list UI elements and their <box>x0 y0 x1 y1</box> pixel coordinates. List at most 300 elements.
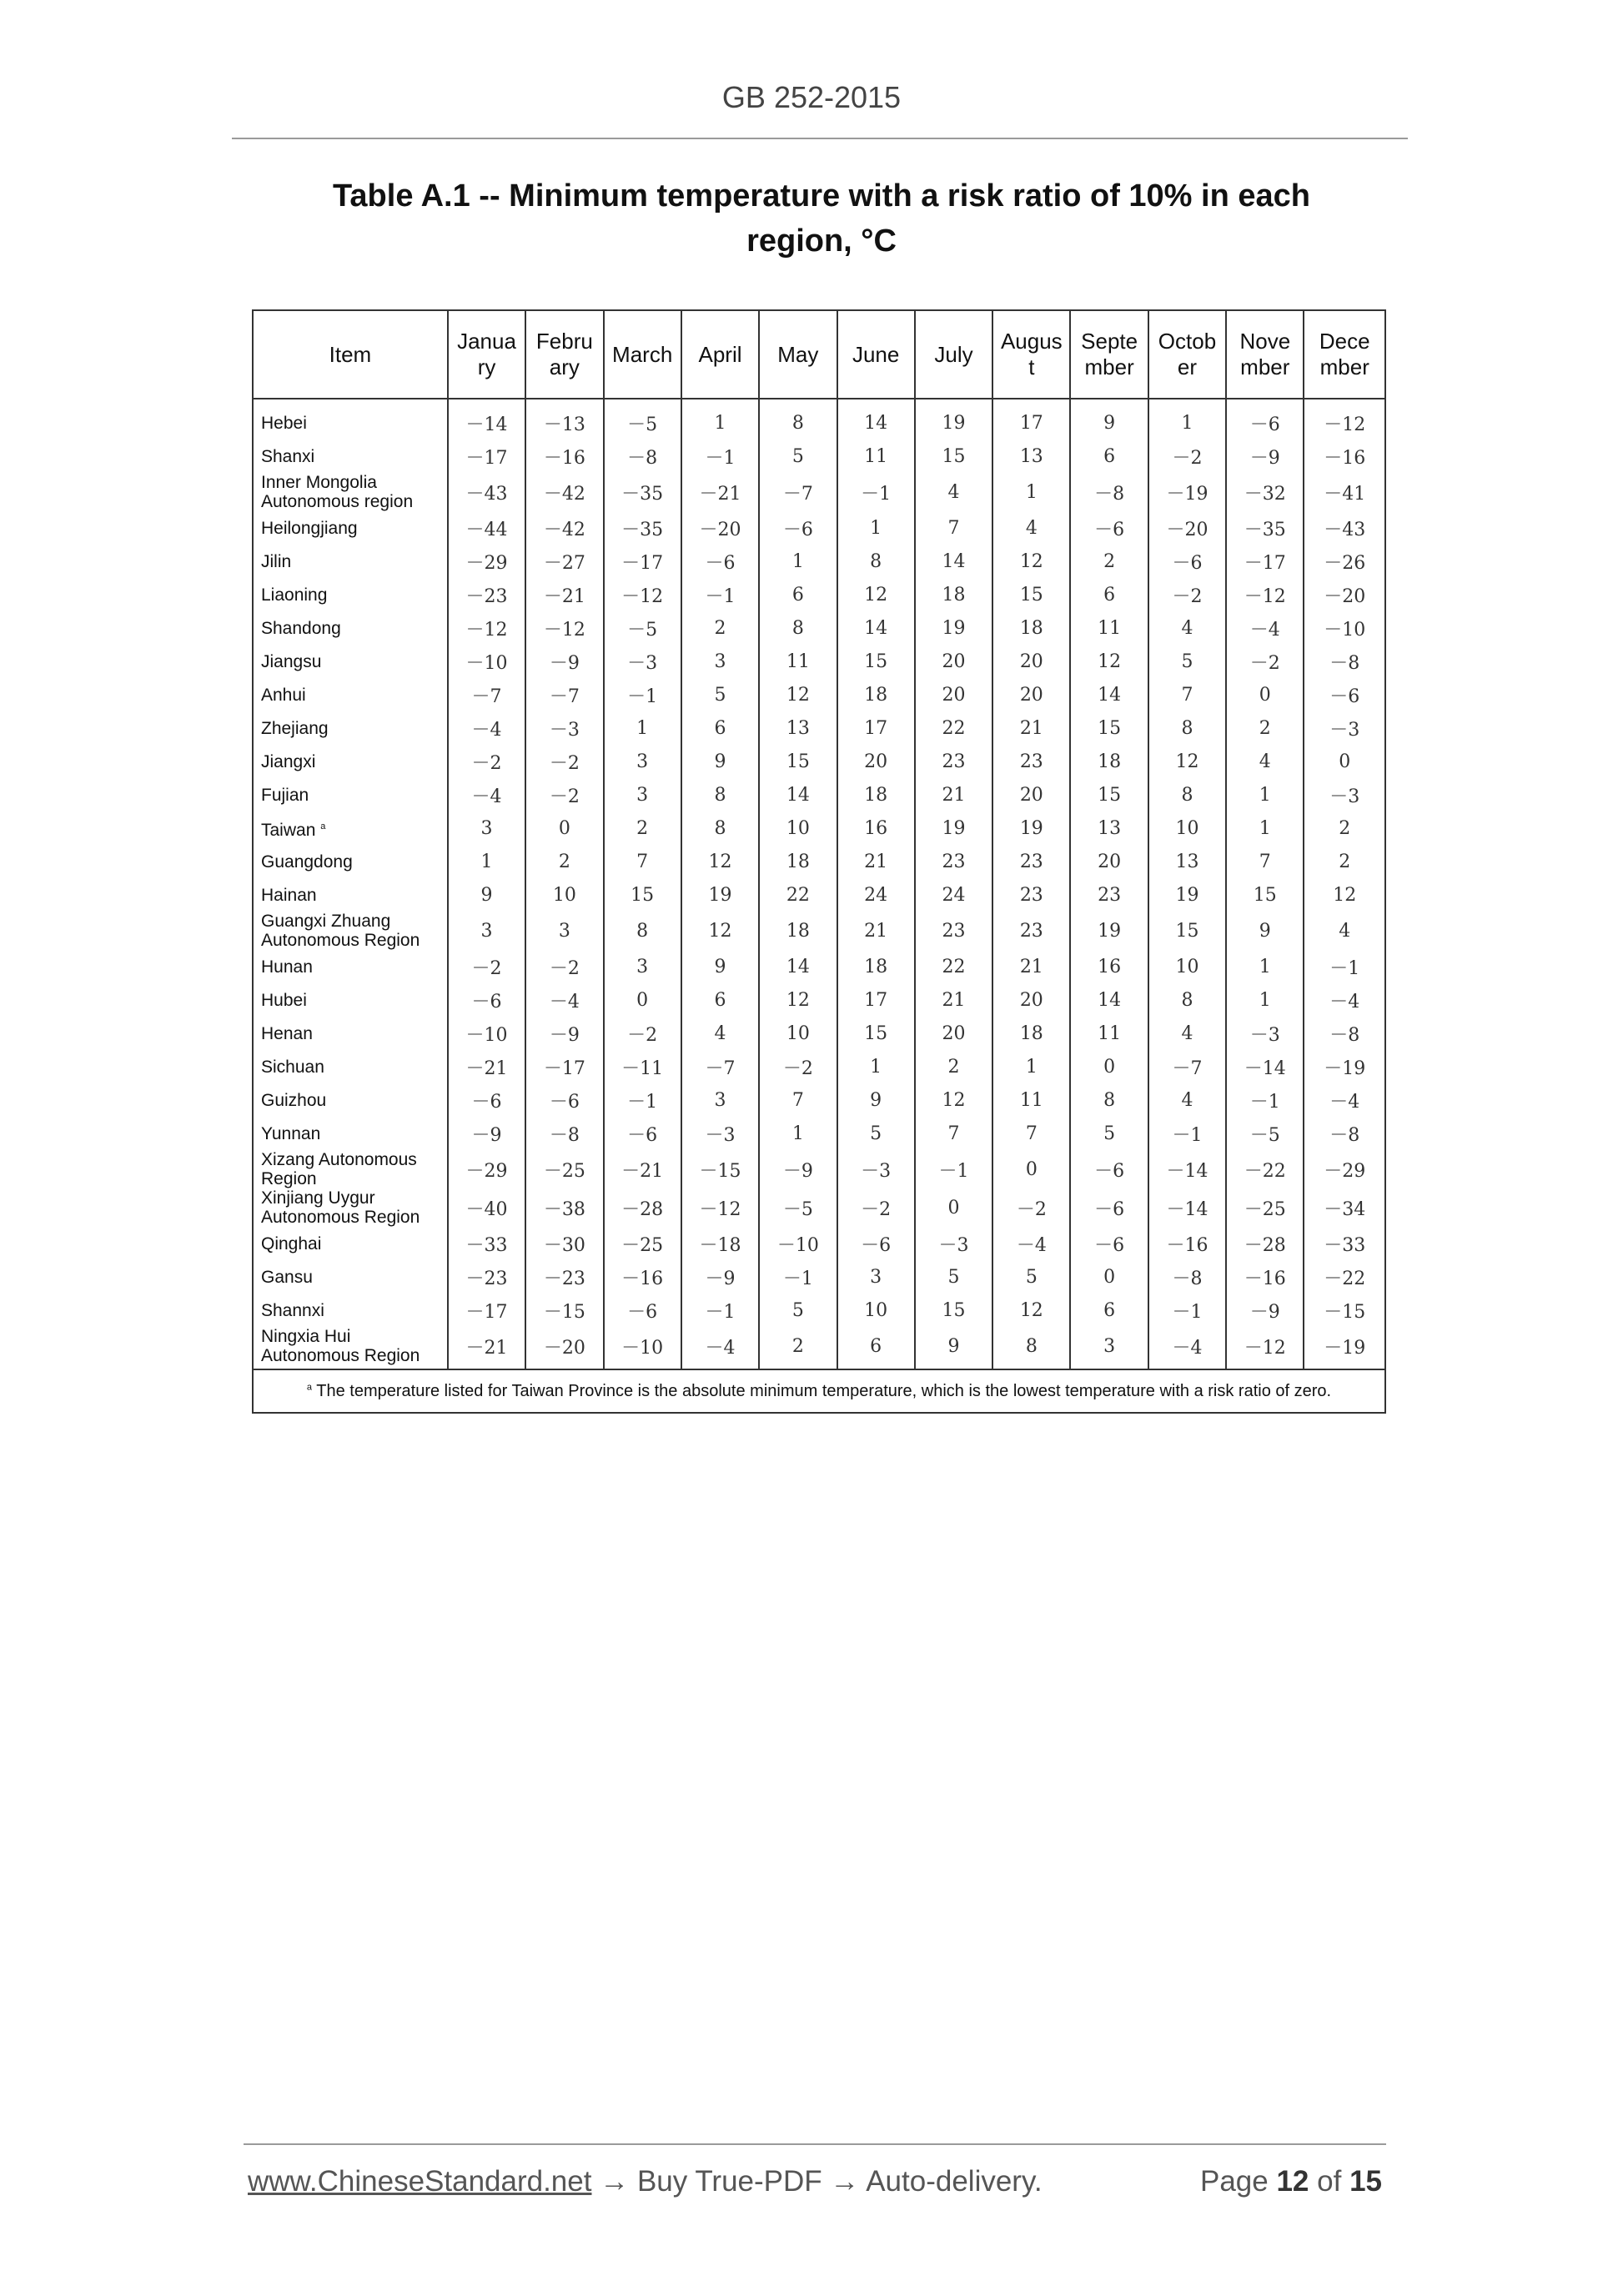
temperature-cell: －18 <box>681 1227 759 1260</box>
temperature-cell: 19 <box>1148 878 1226 912</box>
temperature-cell: 3 <box>604 778 681 811</box>
temperature-cell: 21 <box>915 778 992 811</box>
temperature-cell: 21 <box>915 983 992 1017</box>
temperature-cell: －43 <box>448 473 525 511</box>
region-name: Sichuan <box>261 1057 324 1077</box>
temperature-cell: －7 <box>448 678 525 711</box>
table-title <box>234 173 1409 264</box>
temperature-cell: 10 <box>837 1294 915 1327</box>
table-row <box>253 811 1385 845</box>
region-name: Hebei <box>261 413 307 433</box>
temperature-cell: 19 <box>915 811 992 845</box>
temperature-cell: －1 <box>915 1150 992 1188</box>
temperature-cell: －14 <box>1148 1150 1226 1188</box>
temperature-cell: 23 <box>992 845 1070 878</box>
temperature-cell: 19 <box>915 399 992 440</box>
temperature-cell: －1 <box>1226 1083 1304 1117</box>
temperature-cell: －9 <box>448 1117 525 1150</box>
temperature-cell: 13 <box>759 711 837 745</box>
temperature-cell: －1 <box>681 1294 759 1327</box>
region-name: Fujian <box>261 785 309 805</box>
temperature-cell: －21 <box>448 1327 525 1369</box>
temperature-cell: －10 <box>448 645 525 678</box>
temperature-cell: －32 <box>1226 473 1304 511</box>
temperature-cell: 23 <box>992 878 1070 912</box>
region-cell <box>253 1294 448 1327</box>
temperature-cell: －42 <box>525 473 603 511</box>
temperature-cell: －30 <box>525 1227 603 1260</box>
temperature-cell: 1 <box>604 711 681 745</box>
website-link[interactable]: www.ChineseStandard.net <box>248 2165 592 2198</box>
temperature-cell: －2 <box>604 1017 681 1050</box>
temperature-cell: －29 <box>1304 1150 1385 1188</box>
region-name: Liaoning <box>261 585 328 605</box>
temperature-table-container <box>252 309 1386 1414</box>
of-label: of <box>1317 2165 1342 2198</box>
table-row <box>253 983 1385 1017</box>
temperature-cell: －7 <box>759 473 837 511</box>
footnote-cell <box>253 1369 1385 1413</box>
region-name: Taiwan <box>261 820 316 840</box>
temperature-cell: －1 <box>837 473 915 511</box>
temperature-cell: －2 <box>525 950 603 983</box>
temperature-cell: －16 <box>604 1260 681 1294</box>
temperature-cell: 10 <box>525 878 603 912</box>
temperature-cell: 18 <box>837 950 915 983</box>
temperature-cell: －40 <box>448 1188 525 1227</box>
temperature-cell: 7 <box>1226 845 1304 878</box>
temperature-cell: －15 <box>525 1294 603 1327</box>
temperature-cell: －7 <box>525 678 603 711</box>
temperature-cell: －44 <box>448 511 525 545</box>
temperature-cell: －6 <box>604 1294 681 1327</box>
temperature-cell: －1 <box>604 1083 681 1117</box>
temperature-cell: 0 <box>1304 745 1385 778</box>
temperature-cell: 17 <box>837 983 915 1017</box>
temperature-cell: 3 <box>681 645 759 678</box>
temperature-cell: －35 <box>604 511 681 545</box>
current-page: 12 <box>1276 2165 1309 2198</box>
temperature-cell: －2 <box>1226 645 1304 678</box>
temperature-cell: 16 <box>837 811 915 845</box>
temperature-cell: 13 <box>992 440 1070 473</box>
table-row <box>253 611 1385 645</box>
temperature-cell: 23 <box>915 845 992 878</box>
temperature-cell: 23 <box>1070 878 1148 912</box>
region-name: Xizang Autonomous Region <box>261 1150 417 1188</box>
temperature-cell: 8 <box>681 811 759 845</box>
temperature-cell: －25 <box>1226 1188 1304 1227</box>
temperature-cell: －9 <box>681 1260 759 1294</box>
temperature-cell: －9 <box>1226 1294 1304 1327</box>
temperature-cell: －16 <box>1148 1227 1226 1260</box>
temperature-cell: －17 <box>448 1294 525 1327</box>
temperature-cell: －17 <box>604 545 681 578</box>
region-cell <box>253 399 448 440</box>
temperature-cell: －16 <box>525 440 603 473</box>
temperature-cell: 7 <box>604 845 681 878</box>
temperature-cell: －3 <box>1304 778 1385 811</box>
table-row <box>253 1327 1385 1369</box>
temperature-cell: －13 <box>525 399 603 440</box>
temperature-cell: 6 <box>1070 1294 1148 1327</box>
temperature-cell: －28 <box>604 1188 681 1227</box>
temperature-cell: 14 <box>837 399 915 440</box>
temperature-cell: 6 <box>681 711 759 745</box>
region-name: Heilongjiang <box>261 518 358 538</box>
temperature-cell: －1 <box>604 678 681 711</box>
temperature-cell: 20 <box>915 645 992 678</box>
temperature-cell: 19 <box>915 611 992 645</box>
table-row <box>253 950 1385 983</box>
table-row <box>253 1227 1385 1260</box>
temperature-cell: 20 <box>992 983 1070 1017</box>
region-name: Hubei <box>261 990 307 1010</box>
temperature-cell: －26 <box>1304 545 1385 578</box>
temperature-cell: 3 <box>604 745 681 778</box>
column-header-month: July <box>915 310 992 399</box>
temperature-cell: 10 <box>759 811 837 845</box>
region-name: Gansu <box>261 1267 313 1287</box>
temperature-cell: 21 <box>992 711 1070 745</box>
temperature-cell: 15 <box>992 578 1070 611</box>
footnote-mark: a <box>320 821 326 831</box>
temperature-cell: －9 <box>759 1150 837 1188</box>
temperature-cell: －12 <box>1304 399 1385 440</box>
temperature-cell: 3 <box>604 950 681 983</box>
temperature-cell: 1 <box>759 545 837 578</box>
temperature-cell: －3 <box>525 711 603 745</box>
temperature-cell: －20 <box>681 511 759 545</box>
temperature-cell: 5 <box>759 1294 837 1327</box>
page-indicator <box>1200 2165 1382 2198</box>
temperature-cell: 20 <box>992 778 1070 811</box>
temperature-cell: 4 <box>681 1017 759 1050</box>
temperature-cell: 0 <box>992 1150 1070 1188</box>
temperature-cell: －19 <box>1304 1050 1385 1083</box>
region-cell <box>253 745 448 778</box>
temperature-cell: 0 <box>1226 678 1304 711</box>
table-row <box>253 1083 1385 1117</box>
temperature-cell: 14 <box>915 545 992 578</box>
region-cell <box>253 983 448 1017</box>
region-name: Hunan <box>261 957 313 977</box>
temperature-cell: 8 <box>681 778 759 811</box>
column-header-month: May <box>759 310 837 399</box>
temperature-cell: 15 <box>915 440 992 473</box>
temperature-cell: 5 <box>759 440 837 473</box>
temperature-cell: 6 <box>1070 578 1148 611</box>
temperature-cell: 2 <box>525 845 603 878</box>
region-name: Yunnan <box>261 1123 321 1143</box>
temperature-cell: 2 <box>604 811 681 845</box>
temperature-cell: －23 <box>448 578 525 611</box>
temperature-cell: －12 <box>604 578 681 611</box>
temperature-cell: 4 <box>1148 611 1226 645</box>
temperature-cell: －4 <box>448 711 525 745</box>
temperature-cell: －4 <box>525 983 603 1017</box>
temperature-cell: 5 <box>992 1260 1070 1294</box>
column-header-month: Augus t <box>992 310 1070 399</box>
temperature-cell: 20 <box>992 645 1070 678</box>
temperature-cell: －10 <box>604 1327 681 1369</box>
temperature-cell: 12 <box>759 983 837 1017</box>
region-name: Guizhou <box>261 1090 327 1110</box>
region-name: Anhui <box>261 685 306 705</box>
temperature-cell: －6 <box>1070 1227 1148 1260</box>
temperature-cell: 18 <box>837 778 915 811</box>
column-header-month: Octob er <box>1148 310 1226 399</box>
table-row <box>253 1050 1385 1083</box>
temperature-cell: 2 <box>759 1327 837 1369</box>
temperature-cell: 3 <box>681 1083 759 1117</box>
temperature-cell: 1 <box>1226 811 1304 845</box>
temperature-cell: 10 <box>759 1017 837 1050</box>
table-row <box>253 511 1385 545</box>
temperature-cell: －8 <box>1304 645 1385 678</box>
temperature-cell: 0 <box>604 983 681 1017</box>
region-name: Qinghai <box>261 1233 322 1254</box>
temperature-cell: 6 <box>837 1327 915 1369</box>
temperature-cell: 15 <box>759 745 837 778</box>
temperature-cell: －28 <box>1226 1227 1304 1260</box>
temperature-cell: 1 <box>1226 983 1304 1017</box>
temperature-cell: －14 <box>448 399 525 440</box>
temperature-cell: 0 <box>1070 1050 1148 1083</box>
temperature-cell: －7 <box>1148 1050 1226 1083</box>
temperature-cell: －20 <box>1304 578 1385 611</box>
temperature-cell: 11 <box>759 645 837 678</box>
temperature-cell: －6 <box>1070 511 1148 545</box>
temperature-cell: －12 <box>1226 578 1304 611</box>
temperature-cell: －35 <box>1226 511 1304 545</box>
temperature-cell: 0 <box>525 811 603 845</box>
region-cell <box>253 950 448 983</box>
temperature-cell: －5 <box>1226 1117 1304 1150</box>
temperature-cell: －3 <box>915 1227 992 1260</box>
temperature-cell: 7 <box>915 511 992 545</box>
table-row <box>253 645 1385 678</box>
temperature-cell: 9 <box>915 1327 992 1369</box>
temperature-cell: 21 <box>837 912 915 950</box>
temperature-cell: 20 <box>915 678 992 711</box>
table-row <box>253 1188 1385 1227</box>
temperature-cell: 3 <box>525 912 603 950</box>
temperature-cell: －43 <box>1304 511 1385 545</box>
table-row <box>253 1294 1385 1327</box>
region-cell <box>253 611 448 645</box>
temperature-cell: 23 <box>992 745 1070 778</box>
temperature-cell: 5 <box>915 1260 992 1294</box>
region-cell <box>253 845 448 878</box>
column-header-month: March <box>604 310 681 399</box>
temperature-cell: 8 <box>604 912 681 950</box>
temperature-cell: 21 <box>992 950 1070 983</box>
temperature-cell: －33 <box>448 1227 525 1260</box>
temperature-cell: －2 <box>837 1188 915 1227</box>
table-row <box>253 399 1385 440</box>
table-row <box>253 778 1385 811</box>
temperature-cell: －9 <box>525 1017 603 1050</box>
temperature-cell: －4 <box>1304 1083 1385 1117</box>
temperature-cell: －12 <box>1226 1327 1304 1369</box>
temperature-cell: －6 <box>525 1083 603 1117</box>
temperature-cell: 9 <box>681 745 759 778</box>
temperature-cell: －4 <box>1304 983 1385 1017</box>
temperature-cell: －25 <box>604 1227 681 1260</box>
region-cell <box>253 678 448 711</box>
temperature-cell: 4 <box>915 473 992 511</box>
temperature-cell: 7 <box>915 1117 992 1150</box>
temperature-cell: －17 <box>1226 545 1304 578</box>
temperature-cell: 15 <box>915 1294 992 1327</box>
temperature-cell: 12 <box>681 845 759 878</box>
temperature-cell: 9 <box>448 878 525 912</box>
temperature-cell: 16 <box>1070 950 1148 983</box>
temperature-cell: 8 <box>992 1327 1070 1369</box>
temperature-cell: －2 <box>448 950 525 983</box>
temperature-cell: －6 <box>1226 399 1304 440</box>
temperature-cell: －5 <box>759 1188 837 1227</box>
temperature-cell: 2 <box>1226 711 1304 745</box>
temperature-cell: 5 <box>1070 1117 1148 1150</box>
temperature-cell: 17 <box>992 399 1070 440</box>
temperature-cell: 4 <box>1148 1017 1226 1050</box>
document-id: GB 252-2015 <box>721 80 902 114</box>
temperature-cell: －21 <box>681 473 759 511</box>
temperature-cell: 11 <box>1070 611 1148 645</box>
temperature-cell: －11 <box>604 1050 681 1083</box>
region-cell <box>253 511 448 545</box>
table-row <box>253 845 1385 878</box>
region-name: Xinjiang Uygur Autonomous Region <box>261 1188 420 1227</box>
temperature-cell: 3 <box>448 912 525 950</box>
table-row <box>253 1017 1385 1050</box>
temperature-cell: －7 <box>681 1050 759 1083</box>
temperature-cell: 14 <box>759 778 837 811</box>
temperature-cell: 1 <box>759 1117 837 1150</box>
temperature-cell: －22 <box>1304 1260 1385 1294</box>
temperature-cell: －19 <box>1304 1327 1385 1369</box>
temperature-cell: 14 <box>1070 983 1148 1017</box>
temperature-cell: －6 <box>1148 545 1226 578</box>
temperature-cell: －12 <box>448 611 525 645</box>
temperature-cell: 12 <box>992 1294 1070 1327</box>
region-cell <box>253 912 448 950</box>
region-name: Ningxia Hui Autonomous Region <box>261 1327 420 1365</box>
region-name: Shandong <box>261 618 341 638</box>
temperature-cell: 1 <box>1148 399 1226 440</box>
temperature-cell: 2 <box>681 611 759 645</box>
region-name: Jilin <box>261 551 292 571</box>
temperature-cell: －33 <box>1304 1227 1385 1260</box>
temperature-cell: －2 <box>759 1050 837 1083</box>
temperature-cell: 20 <box>915 1017 992 1050</box>
temperature-cell: －3 <box>1304 711 1385 745</box>
region-name: Zhejiang <box>261 718 329 738</box>
temperature-cell: 18 <box>837 678 915 711</box>
region-name: Hainan <box>261 885 317 905</box>
region-cell <box>253 1017 448 1050</box>
temperature-cell: 5 <box>681 678 759 711</box>
temperature-cell: －5 <box>604 611 681 645</box>
temperature-cell: 1 <box>837 511 915 545</box>
region-cell <box>253 578 448 611</box>
footnote-mark: a <box>306 1381 313 1392</box>
temperature-cell: 12 <box>915 1083 992 1117</box>
region-cell <box>253 1227 448 1260</box>
region-name: Shannxi <box>261 1300 324 1320</box>
temperature-cell: 4 <box>1148 1083 1226 1117</box>
temperature-cell: 3 <box>448 811 525 845</box>
region-cell <box>253 1327 448 1369</box>
column-header-item: Item <box>253 310 448 399</box>
region-cell <box>253 440 448 473</box>
temperature-cell: －6 <box>448 1083 525 1117</box>
temperature-cell: 17 <box>837 711 915 745</box>
table-row <box>253 745 1385 778</box>
temperature-cell: 8 <box>759 399 837 440</box>
temperature-cell: 15 <box>604 878 681 912</box>
temperature-cell: 24 <box>837 878 915 912</box>
temperature-cell: 14 <box>759 950 837 983</box>
column-header-month: April <box>681 310 759 399</box>
temperature-cell: 18 <box>915 578 992 611</box>
temperature-cell: －6 <box>837 1227 915 1260</box>
region-cell <box>253 711 448 745</box>
region-name: Henan <box>261 1023 313 1043</box>
temperature-cell: －1 <box>681 440 759 473</box>
temperature-cell: －10 <box>448 1017 525 1050</box>
temperature-cell: －6 <box>1070 1150 1148 1188</box>
temperature-cell: －2 <box>525 778 603 811</box>
temperature-cell: 7 <box>1148 678 1226 711</box>
temperature-cell: －41 <box>1304 473 1385 511</box>
temperature-cell: 15 <box>837 645 915 678</box>
temperature-cell: 18 <box>992 611 1070 645</box>
temperature-cell: －3 <box>837 1150 915 1188</box>
arrow-right-icon: → <box>830 2165 860 2198</box>
temperature-cell: 2 <box>915 1050 992 1083</box>
temperature-cell: 19 <box>681 878 759 912</box>
temperature-cell: 22 <box>915 950 992 983</box>
column-header-month: Febru ary <box>525 310 603 399</box>
temperature-cell: －19 <box>1148 473 1226 511</box>
temperature-cell: 1 <box>681 399 759 440</box>
column-header-month: Septe mber <box>1070 310 1148 399</box>
temperature-cell: 12 <box>1148 745 1226 778</box>
temperature-cell: 12 <box>681 912 759 950</box>
temperature-cell: 12 <box>837 578 915 611</box>
region-cell <box>253 811 448 845</box>
temperature-cell: 9 <box>837 1083 915 1117</box>
temperature-cell: 18 <box>759 912 837 950</box>
temperature-cell: －1 <box>759 1260 837 1294</box>
table-header-row <box>253 310 1385 399</box>
temperature-cell: －6 <box>1304 678 1385 711</box>
region-cell <box>253 1260 448 1294</box>
temperature-cell: －8 <box>1070 473 1148 511</box>
temperature-cell: 7 <box>992 1117 1070 1150</box>
temperature-cell: 9 <box>681 950 759 983</box>
temperature-cell: 1 <box>992 473 1070 511</box>
temperature-cell: －10 <box>759 1227 837 1260</box>
temperature-cell: 24 <box>915 878 992 912</box>
temperature-cell: 18 <box>759 845 837 878</box>
temperature-cell: 8 <box>1148 983 1226 1017</box>
temperature-cell: 0 <box>1070 1260 1148 1294</box>
temperature-cell: 7 <box>759 1083 837 1117</box>
